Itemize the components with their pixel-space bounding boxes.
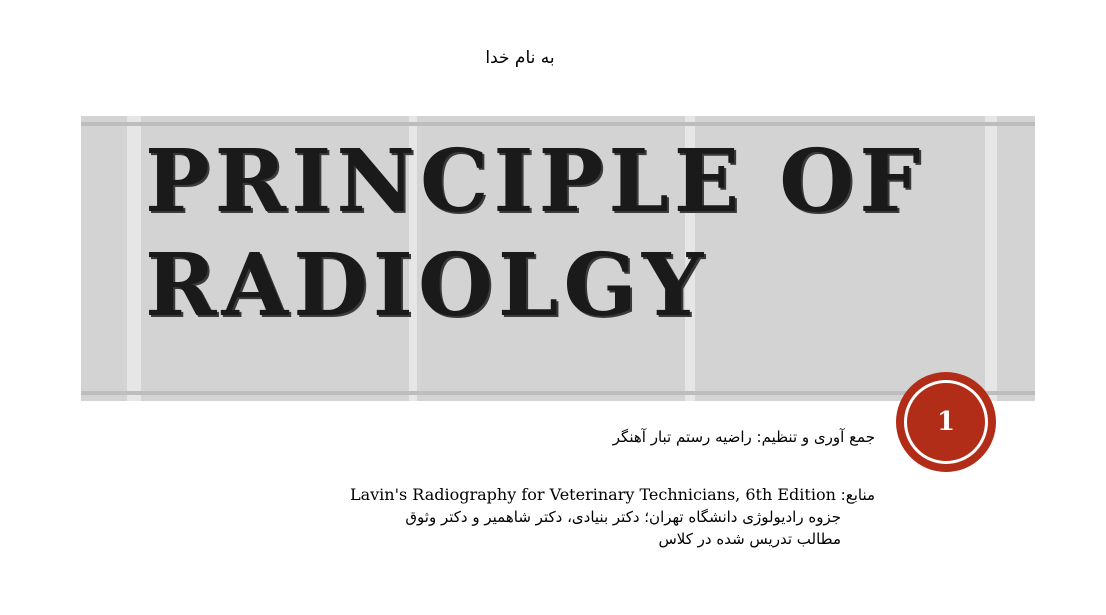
source-item-english: Lavin's Radiography for Veterinary Technicians, 6th Edition (349, 485, 836, 504)
author-credit: جمع آوری و تنظیم: راضیه رستم تبار آهنگر (612, 428, 875, 446)
source-item-university: جزوه رادیولوژی دانشگاه تهران؛ دکتر بنیادی، دکتر شاهمیر و دکتر وثوق (405, 508, 841, 526)
title-band-bottom-rule (81, 391, 1035, 395)
slide-title (145, 130, 925, 338)
title-band-texture (127, 116, 141, 401)
title-band-texture (985, 116, 997, 401)
title-band-top-rule (81, 122, 1035, 126)
slide-title-line-2: RADIOLGY (145, 235, 709, 336)
source-item-class-notes: مطالب تدریس شده در کلاس (658, 530, 841, 548)
sources-label: منابع: (840, 486, 875, 504)
slide-title-line-1: PRINCIPLE OF (145, 131, 926, 232)
sources-block (350, 484, 875, 550)
bismillah-header: به نام خدا (485, 48, 555, 68)
slide-number-badge (896, 372, 996, 472)
slide-number: 1 (936, 407, 956, 437)
source-line-1 (350, 484, 875, 506)
title-band (81, 116, 1035, 401)
